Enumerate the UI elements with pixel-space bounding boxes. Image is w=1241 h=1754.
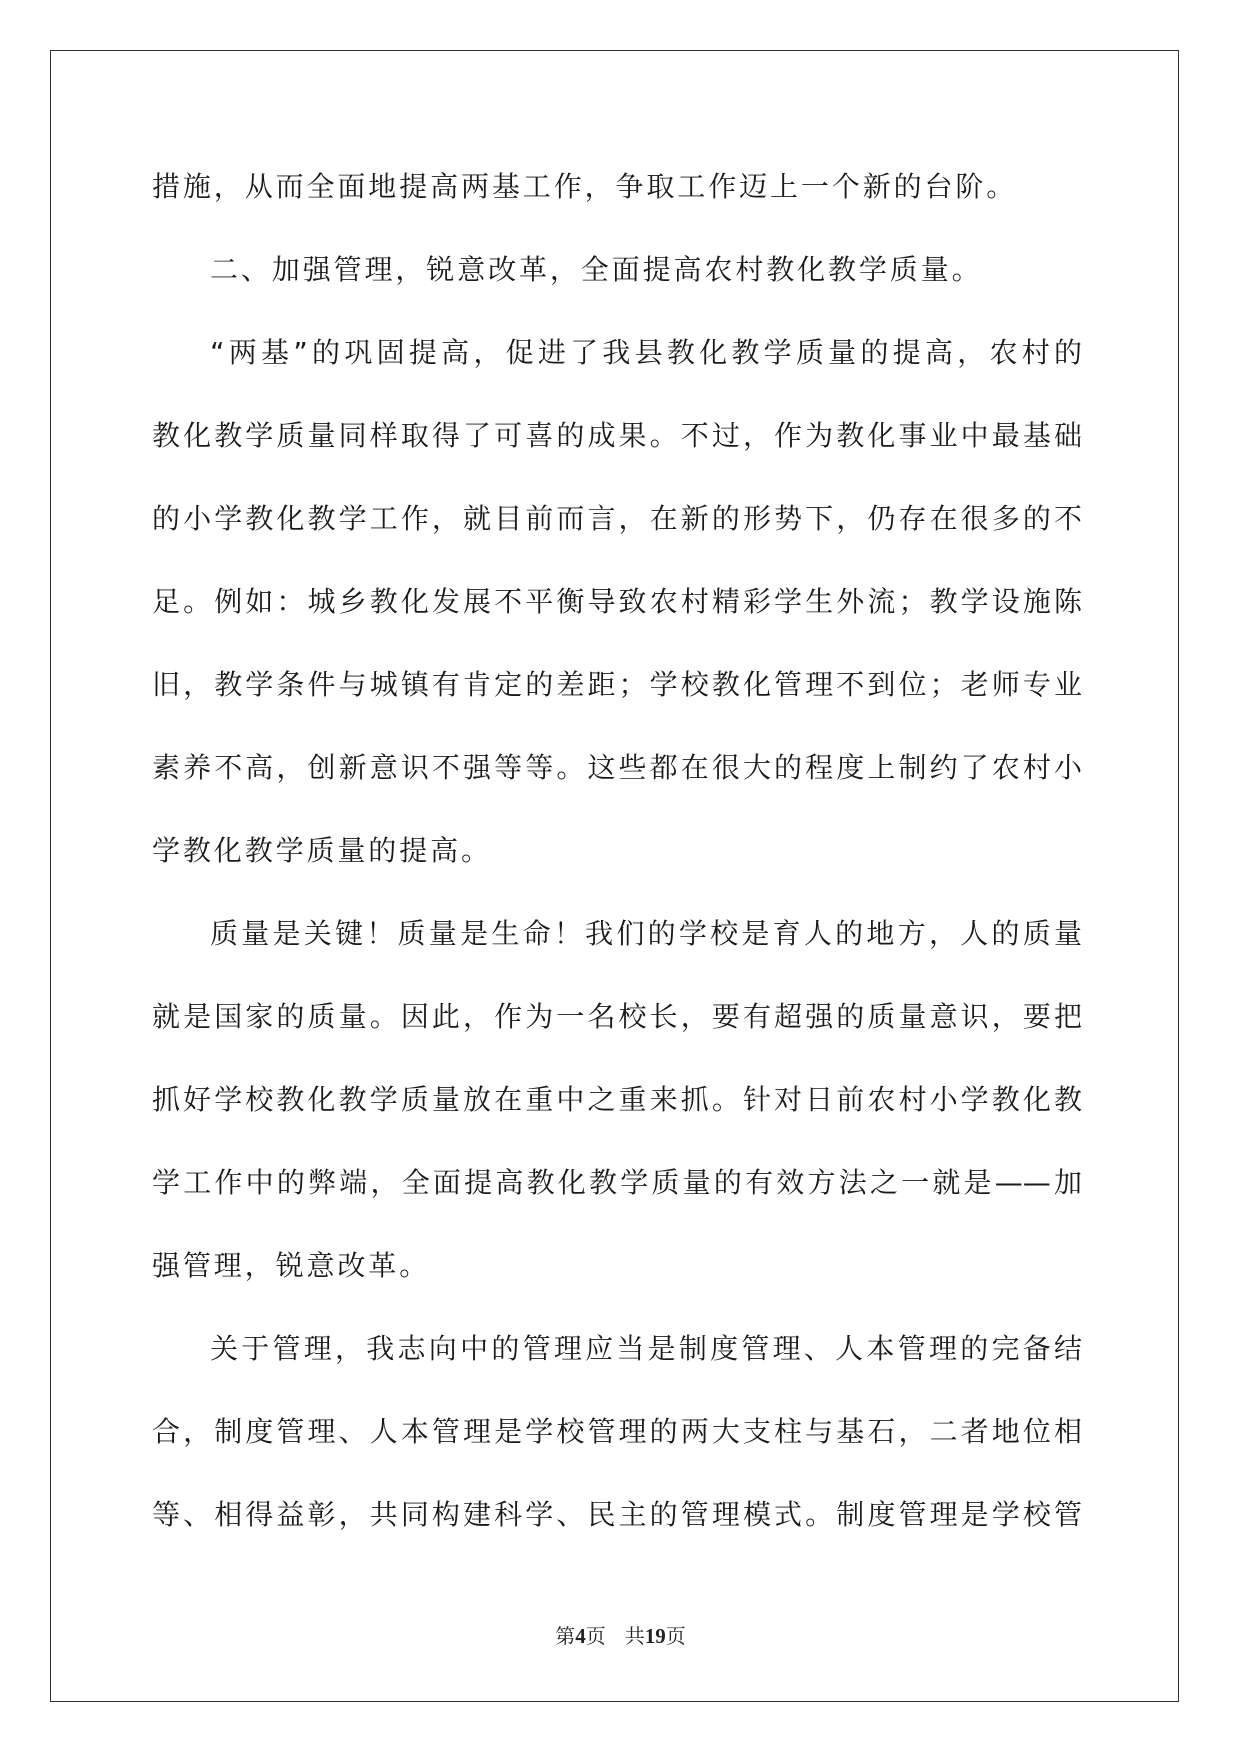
text-line: 教化教学质量同样取得了可喜的成果。不过，作为教化事业中最基础 [152,419,1082,452]
text-line: 足。例如：城乡教化发展不平衡导致农村精彩学生外流；教学设施陈 [152,585,1082,618]
text-line: 措施，从而全面地提高两基工作，争取工作迈上一个新的台阶。 [152,170,1018,203]
text-line: 二、加强管理，锐意改革，全面提高农村教化教学质量。 [210,253,983,286]
footer-page-unit: 页 [585,1624,606,1648]
text-line: 关于管理，我志向中的管理应当是制度管理、人本管理的完备结 [210,1332,1082,1365]
total-pages: 19 [644,1624,666,1648]
text-line: 合，制度管理、人本管理是学校管理的两大支柱与基石，二者地位相 [152,1415,1082,1448]
text-line: 就是国家的质量。因此，作为一名校长，要有超强的质量意识，要把 [152,1000,1082,1033]
text-line: 质量是关键！质量是生命！我们的学校是育人的地方，人的质量 [210,917,1082,950]
text-line: 学教化教学质量的提高。 [152,834,492,867]
page-number: 4 [575,1624,586,1648]
footer-prefix: 第 [555,1624,576,1648]
page-footer [0,1620,1241,1649]
text-line: 抓好学校教化教学质量放在重中之重来抓。针对日前农村小学教化教 [152,1083,1082,1116]
text-line: “两基”的巩固提高，促进了我县教化教学质量的提高，农村的 [210,336,1082,369]
footer-total-prefix: 共 [624,1624,645,1648]
text-line: 素养不高，创新意识不强等等。这些都在很大的程度上制约了农村小 [152,751,1082,784]
text-line: 等、相得益彰，共同构建科学、民主的管理模式。制度管理是学校管 [152,1498,1082,1531]
text-line: 的小学教化教学工作，就目前而言，在新的形势下，仍存在很多的不 [152,502,1082,535]
text-line: 旧，教学条件与城镇有肯定的差距；学校教化管理不到位；老师专业 [152,668,1082,701]
text-line: 学工作中的弊端，全面提高教化教学质量的有效方法之一就是——加 [152,1166,1082,1199]
document-body [152,167,1082,1578]
text-line: 强管理，锐意改革。 [152,1249,431,1282]
footer-total-unit: 页 [665,1624,686,1648]
